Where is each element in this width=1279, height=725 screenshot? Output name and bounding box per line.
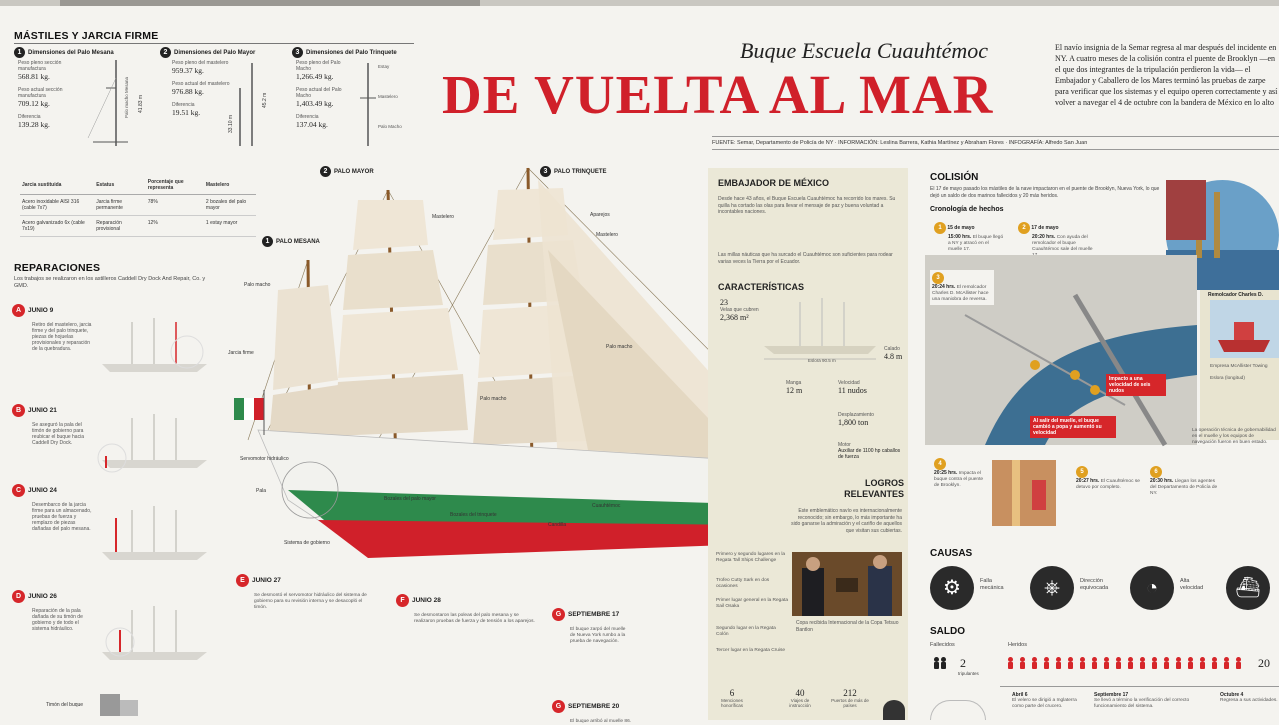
injured-person-icon (1128, 657, 1133, 669)
bottom-event: Octubre 4 Regresa a sus actividades. (1220, 692, 1278, 703)
injured-person-icon (1092, 657, 1097, 669)
logros-title: LOGROS RELEVANTES (844, 478, 904, 499)
jarcia-header: Estatus (94, 176, 146, 195)
injured-person-icon (1224, 657, 1229, 669)
timeline-item-e: E JUNIO 27 Se desmontó el servomotor hidráulico del sistema de gobierno para su revisión interna y se desacopló el timón. (236, 572, 376, 611)
colision-text: El 17 de mayo pasado los mástiles de la nave impactaron en el puente de Brooklyn, Nueva York, lo que dejó un saldo de dos marinos fallecidos y 20 más heridos. (930, 186, 1160, 199)
ship-label: Candilla (548, 522, 567, 528)
injured-person-icon (1212, 657, 1217, 669)
table-row: Acero inoxidable AISI 316 (cable 7x7) Jarcia firme permanente 78% 2 bozales del palo mayor (20, 195, 256, 216)
award-photo (792, 552, 902, 616)
embajador-title: EMBAJADOR DE MÉXICO (718, 178, 830, 188)
ship-label: Bozales del trinquete (450, 512, 497, 518)
stat-calado: Calado 4.8 m (884, 346, 903, 361)
colision-title: COLISIÓN (930, 172, 979, 183)
mastiles-rule (14, 43, 414, 44)
ship-label: Servomotor hidráulico (240, 456, 289, 462)
ship-label: Cuauhtémoc (592, 503, 621, 509)
timeline-item-g: G SEPTIEMBRE 17 El buque zarpó del muelle de Nueva York rumbo a la prueba de navegación. (552, 606, 632, 645)
rudder-drawing (90, 686, 150, 720)
svg-text:33.10 m: 33.10 m (228, 114, 234, 133)
jarcia-header: Mastelero (204, 176, 256, 195)
ship-label: Palo macho (480, 396, 507, 402)
bottom-event: Septiembre 17 Se llevó a término la verificación del correcto funcionamiento del sistema. (1094, 692, 1190, 709)
repair-ship-silhouette (92, 600, 217, 664)
ship-label: Pala (256, 488, 267, 494)
mast-label-mesana: 1 PALO MESANA (262, 236, 320, 247)
svg-text:41.83 m: 41.83 m (138, 94, 144, 113)
svg-text:45.2 m: 45.2 m (262, 92, 268, 108)
tug-label: Remolcador Charles D. (1208, 292, 1264, 298)
event-4: 4 20:25 hrs. Impacta el buque contra el puente de Brooklyn. (934, 458, 1044, 489)
ship-label: Sistema de gobierno (284, 540, 330, 546)
bottom-divider (1000, 686, 1279, 687)
cronologia-title: Cronología de hechos (930, 206, 1004, 213)
event-6: 6 20:30 hrs. Llegan los agentes del Departamento de Policía de NY. (1150, 466, 1220, 497)
mast-diagram-mayor (222, 58, 272, 148)
injured-person-icon (1200, 657, 1205, 669)
repair-ship-silhouette (92, 312, 217, 376)
gear-icon: ⚙ (930, 566, 974, 610)
event-1: 1 15 de mayo 15:00 hrs. El buque llegó a NY y atracó en el muelle 17. (934, 222, 1004, 253)
svg-text:Palo Macho: Palo Macho (378, 124, 402, 129)
headline-title: DE VUELTA AL MAR (442, 64, 994, 125)
repair-item-d: D JUNIO 26 Reparación de la pala dañada de su timón de gobierno y de todo el sistema hidráulico. (12, 588, 92, 632)
heridos-icons (1008, 656, 1248, 674)
fallecidos-count: 2 (960, 656, 966, 670)
repair-item-b: B JUNIO 21 Se aseguró la pala del timón de gobierno para reubicar el buque hacia Caddell Dry Dock. (12, 402, 92, 446)
repair-ship-silhouette (92, 500, 217, 564)
stat-manga: Manga 12 m (786, 380, 803, 395)
dim-head-1: 1 Dimensiones del Palo Mesana (14, 47, 114, 58)
caracteristicas-title: CARACTERÍSTICAS (718, 282, 805, 292)
reparaciones-intro: Los trabajos se realizaron en los astilleros Caddell Dry Dock And Repair, Co. y GMD. (14, 276, 206, 289)
injured-person-icon (1176, 657, 1181, 669)
injured-person-icon (1020, 657, 1025, 669)
mast-diagram-trinquete (350, 58, 420, 148)
ship-label: Mastelero (432, 214, 454, 220)
injured-person-icon (1104, 657, 1109, 669)
injured-person-icon (1164, 657, 1169, 669)
repair-item-c: C JUNIO 24 Desembarco de la jarcia firme para un almacenado, pruebas de fuerza y remplazo de piezas dañadas del palo mesana. (12, 482, 92, 532)
logro-item: Segundo lugar en la Regata Colón (716, 626, 776, 637)
operation-note: La operación técnica de gobernabilidad en el muelle y los equipos de navegación fueron en buen estado. (1192, 428, 1276, 445)
injured-person-icon (1188, 657, 1193, 669)
ship-profile-drawing (760, 296, 880, 362)
credits-line: FUENTE: Semar, Departamento de Policía de NY · INFORMACIÓN: Leslina Barrera, Kathia Martínez y Abraham Flores · INFOGRAFÍA: Alfredo San Juan (712, 136, 1279, 150)
dim-block-3: Peso pleno del Palo Macho 1,266.49 kg. Peso actual del Palo Macho 1,403.49 kg. Diferencia 137.04 kg. (296, 60, 342, 129)
logros-text: Este emblemático navío es internacionalmente reconocido; sin embargo, lo más importante ha sido ganarse la admiración y el cariño de aquellos que visitan sus cubiertas. (791, 508, 902, 534)
injured-person-icon (1080, 657, 1085, 669)
ship-label: Palo macho (606, 344, 633, 350)
stat-velocidad: Velocidad 11 nudos (838, 380, 867, 395)
headline-intro: El navío insignia de la Semar regresa al mar después del incidente en NY. A cuatro meses de la colisión contra el puente de Brooklyn —en el que dos integrantes de la tripulación perdieron la vida— el Embajador y Caballero de los Mares terminó las pruebas de zarpe para verificar que los sistemas y el equipo operen correctamente y así volver a navegar el 4 de octubre con la bandera de México en lo alto (1055, 43, 1278, 107)
injured-person-icon (1116, 657, 1121, 669)
headline-kicker: Buque Escuela Cuauhtémoc (740, 38, 989, 63)
tug-info: Empresa McAllister Towing Eslora (longitud) (1210, 364, 1268, 381)
injured-person-icon (1032, 657, 1037, 669)
fallecidos-sub: tripulantes (958, 671, 979, 676)
timeline-item-g2: G SEPTIEMBRE 20 El buque arribó al muelle 86. (552, 698, 632, 725)
callout-speed: Al salir del muelle, el buque cambió a popa y aumentó su velocidad (1030, 416, 1116, 438)
dim-block-1: Peso pleno sección manufactura 568.81 kg. Peso actual sección manufactura 709.12 kg. Diferencia 139.28 kg. (18, 60, 63, 129)
mast-diagram-mesana (88, 58, 148, 148)
stat-motor: Motor Auxiliar de 1100 hp caballos de fuerza (838, 442, 901, 460)
svg-text:Mastelero: Mastelero (378, 94, 398, 99)
cause-label: Falla mecánica (980, 578, 1004, 591)
ship-label: Jarcia firme (228, 350, 254, 356)
logro-item: Trofeo Cutty Sark en dos ocasiones (716, 578, 770, 589)
top-bar-shade (60, 0, 480, 6)
injured-person-icon (1068, 657, 1073, 669)
embajador-text: Desde hace 43 años, el Buque Escuela Cuauhtémoc ha recorrido los mares. Su quilla ha cortado las olas para llevar el mensaje de paz y buena voluntad a incontables naciones. (718, 196, 896, 215)
table-row: Acero galvanizado 6x (cable 7x19) Reparación provisional 12% 1 estay mayor (20, 216, 256, 237)
callout-impact: Impacto a una velocidad de seis nudos (1106, 374, 1166, 396)
anchor-icon (883, 700, 905, 720)
reparaciones-title: REPARACIONES (14, 262, 101, 274)
dim-head-2: 2 Dimensiones del Palo Mayor (160, 47, 255, 58)
svg-text:Eslora: Eslora (808, 358, 821, 363)
cause-label: Dirección equivocada (1080, 578, 1109, 591)
tug-photo (1210, 300, 1279, 358)
event-2: 2 17 de mayo 20:20 hrs. Con ayuda del remolcador el buque Cuauhtémoc sale del muelle (1018, 222, 1098, 259)
embajador-text-2: Las millas náuticas que ha surcado el Cuauhtémoc son suficientes para rodear varias veces la Tierra por el Ecuador. (718, 252, 893, 265)
injured-person-icon (1152, 657, 1157, 669)
svg-text:Palo macho Mesana: Palo macho Mesana (124, 76, 129, 118)
logro-item: Tercer lugar en la Regata Cruise (716, 648, 786, 653)
mast-label-trinquete: 3 PALO TRINQUETE (540, 166, 607, 177)
jarcia-header: Porcentaje que representa (146, 176, 204, 195)
timeline-item-f: F JUNIO 28 Se desmontaron las poleas del palo mesana y se realizaron pruebas de fuerza y de tensión a los aparejos. (396, 592, 536, 625)
bottom-event: Abril 6 El velero se dirigió a Inglaterra como parte del crucero. (1012, 692, 1077, 709)
mastiles-title: MÁSTILES Y JARCIA FIRME (14, 30, 159, 42)
top-bar (0, 0, 1279, 6)
ship-label: Mastelero (596, 232, 618, 238)
jarcia-table (20, 176, 256, 237)
cause-label: Alta velocidad (1180, 578, 1204, 591)
bottom-stat: 6 Menciones honoríficas (720, 688, 743, 708)
ship-label: Bozales del palo mayor (384, 496, 436, 502)
event-3: 3 20:24 hrs. El remolcador Charles D. McAllister hace una maniobra de reversa. (930, 270, 994, 305)
causas-title: CAUSAS (930, 548, 973, 559)
logro-item: Primero y segundo lugares en la Regata Tall Ships Challenge (716, 552, 786, 563)
saldo-title: SALDO (930, 626, 965, 637)
bottom-circle (930, 700, 986, 720)
dim-head-3: 3 Dimensiones del Palo Trinquete (292, 47, 397, 58)
ship-label: Palo macho (244, 282, 271, 288)
rudder-label: Timón del buque (46, 702, 84, 708)
ship-icon: ⛴ (1226, 566, 1270, 610)
stat-sails: 23 Velas que cubren 2,368 m² (720, 298, 759, 322)
ship-label: Aparejos (590, 212, 610, 218)
repair-ship-silhouette (92, 408, 217, 472)
logro-item: Primer lugar general en la Regata Sail Osaka (716, 598, 788, 609)
mast-label-mayor: 2 PALO MAYOR (320, 166, 374, 177)
fallecidos-label: Fallecidos (930, 642, 955, 648)
injured-person-icon (1236, 657, 1241, 669)
award-photo-caption: Copa recibida Internacional de la Copa Tetsuo Bantlon (796, 620, 899, 633)
speedometer-icon: ◔ (1130, 566, 1174, 610)
stat-desplazamiento: Desplazamiento 1,800 ton (838, 412, 874, 427)
dim-block-2: Peso pleno del mastelero 959.37 kg. Peso actual del mastelero 976.88 kg. Diferencia 19.51 kg. (172, 60, 230, 117)
injured-person-icon (1044, 657, 1049, 669)
repair-item-a: A JUNIO 9 Retiro del mastelero, jarcia firme y del palo trinquete, piezas de hojuelas provisionales y reparación de la quebradura. (12, 302, 92, 352)
heridos-label: Heridos (1008, 642, 1027, 648)
heridos-count: 20 (1258, 656, 1270, 670)
compass-icon: ⎈ (1030, 566, 1074, 610)
injured-person-icon (1008, 657, 1013, 669)
injured-person-icon (1056, 657, 1061, 669)
svg-text:Estay: Estay (378, 64, 390, 69)
collision-photo (992, 460, 1056, 526)
fallecidos-icons (934, 656, 948, 674)
injured-person-icon (1140, 657, 1145, 669)
jarcia-header: Jarcia sustituida (20, 176, 94, 195)
event-5: 5 20:27 hrs. El Cuauhtémoc se detuvo por completo. (1076, 466, 1140, 491)
bottom-stat: 40 Viajes de instrucción (789, 688, 811, 708)
svg-text:90.5 m: 90.5 m (822, 358, 836, 363)
bottom-stat: 212 Puertos de más de países (831, 688, 869, 708)
